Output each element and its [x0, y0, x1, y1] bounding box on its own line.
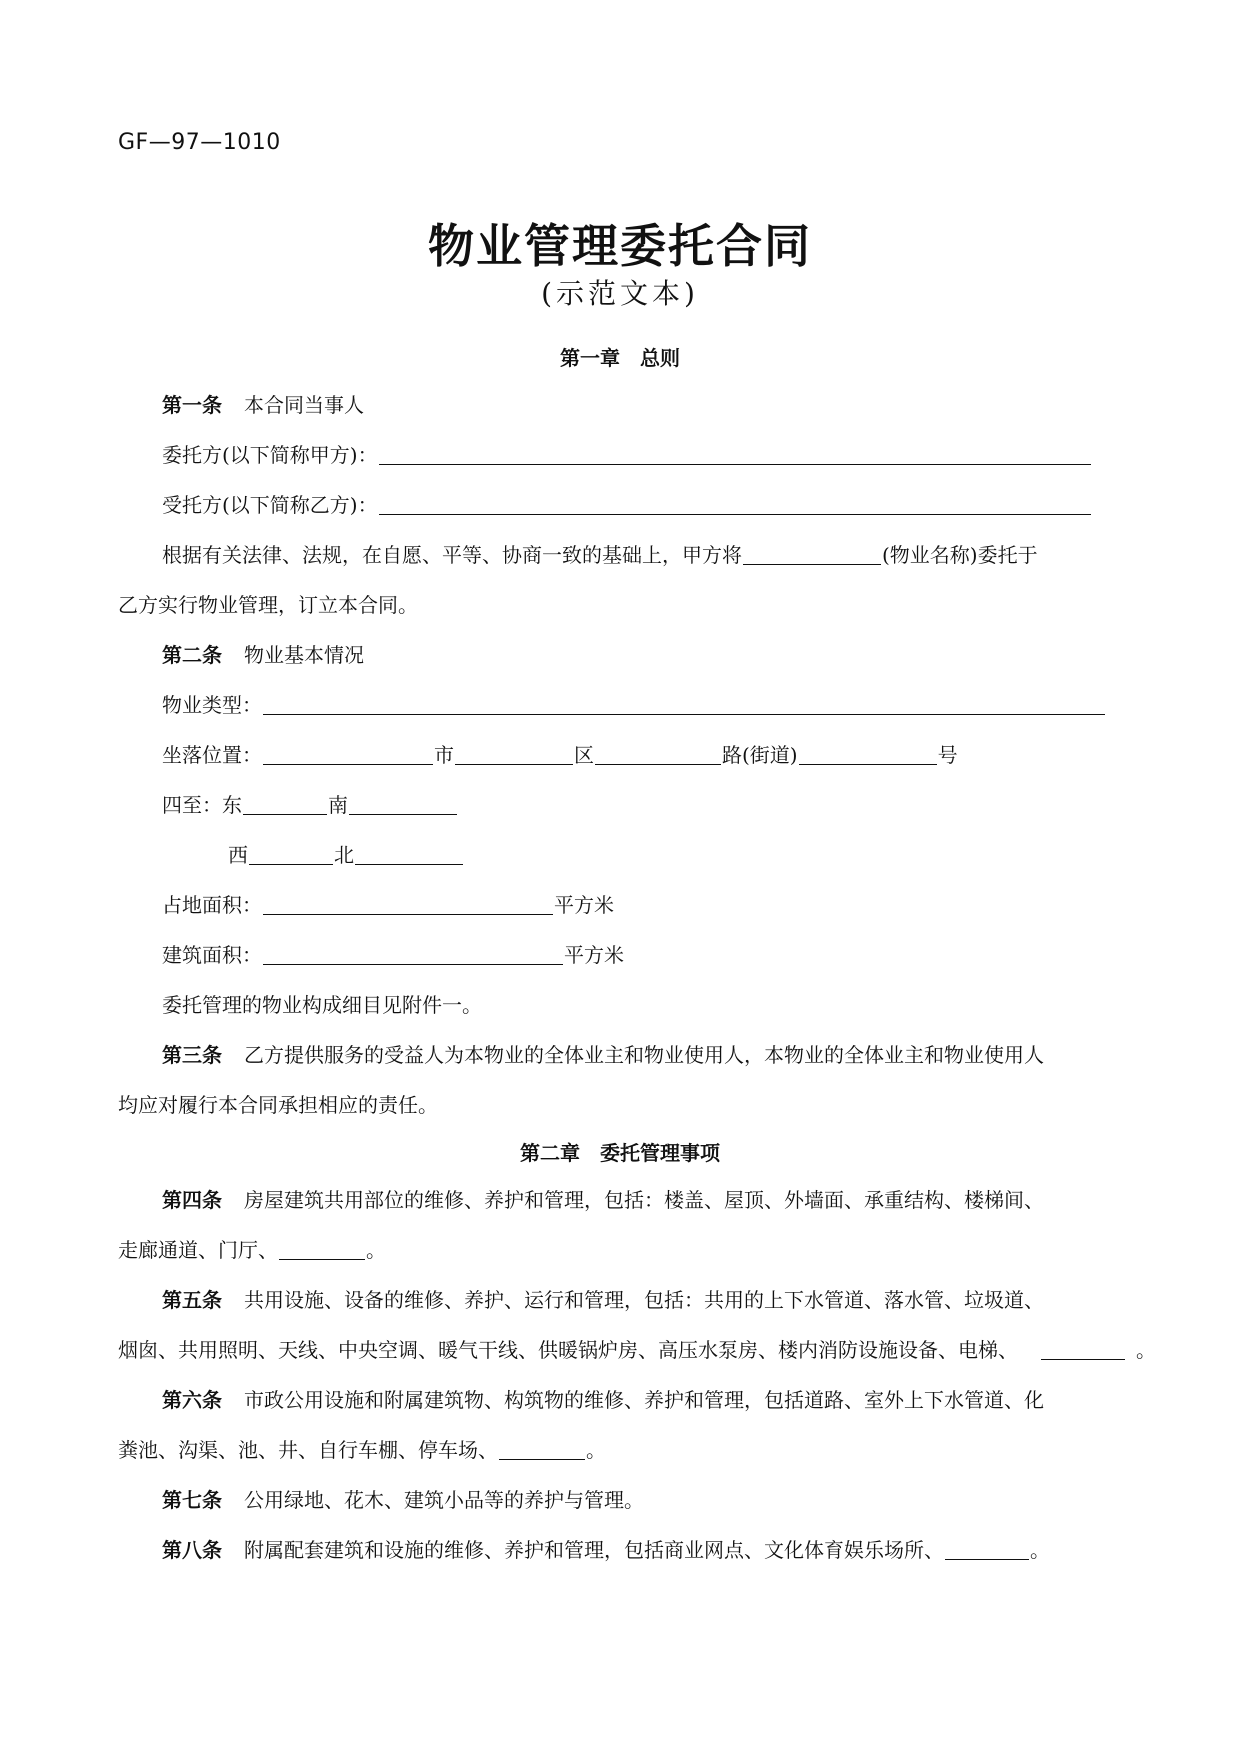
article-7 [162, 1485, 644, 1515]
chapter-2-heading: 第二章 委托管理事项 [520, 1141, 720, 1165]
bounds-east-label: 四至：东 [162, 793, 242, 817]
article-3-line-2: 均应对履行本合同承担相应的责任。 [118, 1093, 438, 1117]
article-5-text-2: 烟囱、共用照明、天线、中央空调、暖气干线、供暖锅炉房、高压水泵房、楼内消防设施设备、电梯、 [118, 1338, 1018, 1362]
article-6-line-2 [118, 1435, 606, 1465]
building-area-label: 建筑面积： [162, 943, 262, 967]
location-district-field[interactable] [455, 744, 573, 765]
location-number-label: 号 [937, 743, 958, 767]
land-area-label: 占地面积： [162, 893, 262, 917]
document-code: GF—97—1010 [118, 130, 281, 155]
party-a-field[interactable] [379, 444, 1091, 465]
location-city-field[interactable] [263, 744, 433, 765]
article-4-text-2: 走廊通道、门厅、 [118, 1238, 278, 1262]
basis-line-1 [162, 540, 1038, 570]
party-a-row [162, 440, 1092, 470]
bounds-west-field[interactable] [249, 844, 333, 865]
article-4-period: 。 [366, 1238, 386, 1262]
article-1 [162, 390, 364, 420]
article-4-field[interactable] [279, 1239, 365, 1260]
location-road-label: 路(街道) [722, 743, 798, 767]
article-4-line-2 [118, 1235, 386, 1265]
bounds-south-label: 南 [328, 793, 348, 817]
location-row [162, 740, 958, 770]
document-title: 物业管理委托合同 [428, 219, 812, 273]
location-city-label: 市 [434, 743, 454, 767]
article-8-label: 第八条 [162, 1538, 222, 1562]
article-4-text-1: 房屋建筑共用部位的维修、养护和管理，包括：楼盖、屋顶、外墙面、承重结构、楼梯间、 [244, 1188, 1044, 1212]
bounds-north-label: 北 [334, 843, 354, 867]
article-2-text: 物业基本情况 [244, 643, 364, 667]
article-7-text: 公用绿地、花木、建筑小品等的养护与管理。 [244, 1488, 644, 1512]
article-8-field[interactable] [945, 1539, 1029, 1560]
basis-line-2: 乙方实行物业管理，订立本合同。 [118, 593, 418, 617]
land-area-unit: 平方米 [554, 893, 614, 917]
bounds-row-1 [162, 790, 458, 820]
article-5-line-2 [118, 1335, 1156, 1365]
article-3-label: 第三条 [162, 1043, 222, 1067]
article-4-label: 第四条 [162, 1188, 222, 1212]
article-2-label: 第二条 [162, 643, 222, 667]
property-type-label: 物业类型： [162, 693, 262, 717]
property-type-row [162, 690, 1106, 720]
location-number-field[interactable] [799, 744, 937, 765]
article-5-line-1 [162, 1285, 1044, 1315]
chapter-1-heading: 第一章 总则 [560, 346, 680, 370]
article-8-text: 附属配套建筑和设施的维修、养护和管理，包括商业网点、文化体育娱乐场所、 [244, 1538, 944, 1562]
detail-note: 委托管理的物业构成细目见附件一。 [162, 993, 482, 1017]
party-a-label: 委托方(以下简称甲方)： [162, 443, 378, 467]
land-area-field[interactable] [263, 894, 553, 915]
document-subtitle: (示范文本) [541, 277, 699, 310]
article-8 [162, 1535, 1050, 1565]
article-1-label: 第一条 [162, 393, 222, 417]
article-6-line-1 [162, 1385, 1044, 1415]
article-6-field[interactable] [499, 1439, 585, 1460]
bounds-row-2 [228, 840, 464, 870]
bounds-north-field[interactable] [355, 844, 463, 865]
party-b-row [162, 490, 1092, 520]
article-2 [162, 640, 364, 670]
building-area-row [162, 940, 624, 970]
article-6-text-1: 市政公用设施和附属建筑物、构筑物的维修、养护和管理，包括道路、室外上下水管道、化 [244, 1388, 1044, 1412]
article-1-text: 本合同当事人 [244, 393, 364, 417]
article-5-period: 。 [1136, 1338, 1156, 1362]
article-5-text-1: 共用设施、设备的维修、养护、运行和管理，包括：共用的上下水管道、落水管、垃圾道、 [244, 1288, 1044, 1312]
article-4-line-1 [162, 1185, 1044, 1215]
bounds-east-field[interactable] [243, 794, 327, 815]
location-road-field[interactable] [595, 744, 721, 765]
article-5-field[interactable] [1041, 1339, 1125, 1360]
property-name-field[interactable] [743, 544, 881, 565]
building-area-field[interactable] [263, 944, 563, 965]
article-5-label: 第五条 [162, 1288, 222, 1312]
basis-text-2: (物业名称)委托于 [882, 543, 1038, 567]
party-b-label: 受托方(以下简称乙方)： [162, 493, 378, 517]
basis-text-1: 根据有关法律、法规，在自愿、平等、协商一致的基础上，甲方将 [162, 543, 742, 567]
article-3-text-1: 乙方提供服务的受益人为本物业的全体业主和物业使用人，本物业的全体业主和物业使用人 [244, 1043, 1044, 1067]
article-3-line-1 [162, 1040, 1044, 1070]
property-type-field[interactable] [263, 694, 1105, 715]
bounds-west-label: 西 [228, 843, 248, 867]
article-7-label: 第七条 [162, 1488, 222, 1512]
location-district-label: 区 [574, 743, 594, 767]
article-6-label: 第六条 [162, 1388, 222, 1412]
article-6-text-2: 粪池、沟渠、池、井、自行车棚、停车场、 [118, 1438, 498, 1462]
building-area-unit: 平方米 [564, 943, 624, 967]
article-6-period: 。 [586, 1438, 606, 1462]
bounds-south-field[interactable] [349, 794, 457, 815]
land-area-row [162, 890, 614, 920]
party-b-field[interactable] [379, 494, 1091, 515]
location-label: 坐落位置： [162, 743, 262, 767]
article-8-period: 。 [1030, 1538, 1050, 1562]
